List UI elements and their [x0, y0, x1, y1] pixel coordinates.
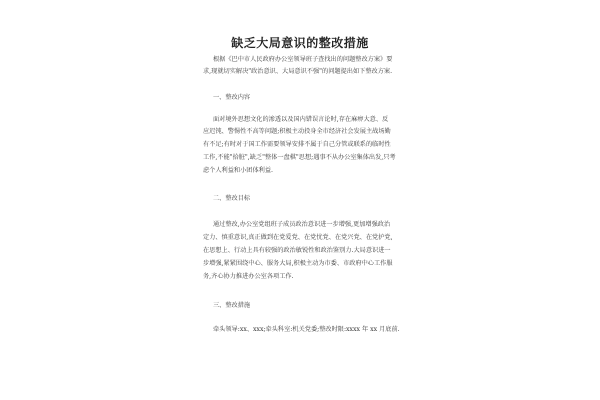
section-heading-3: 三、整改措施: [213, 302, 251, 309]
document-title: 缺乏大局意识的整改措施: [231, 36, 369, 50]
section-1-line-2: 应迟钝、警惕性不高等问题;积极主动投身全市经济社会发展主战场勤: [203, 128, 391, 135]
section-2-line-1: 通过整改,办公室党组班子成员政治意识进一步增强,更加增强政治: [213, 221, 391, 228]
intro-line-2: 求,现就切实解决"政治意识、大局意识不强"的问题提出如下整改方案.: [203, 68, 393, 75]
section-2-line-4: 步增强,紧紧围绕中心、服务大局,积极主动为市委、市政府中心工作服: [203, 260, 393, 267]
section-2-line-5: 务,齐心协力推进办公室各项工作.: [203, 273, 294, 280]
section-2-line-3: 在思想上、行动上具有较强的政治敏锐性和政治鉴别力.大局意识进一: [203, 247, 391, 254]
section-2-line-2: 定力、慎重意识,真正做到在党爱党、在党忧党、在党兴党、在党护党,: [203, 234, 393, 241]
section-1-line-3: 有不足;有时对于国工作需要领导安排不属于自己分管或联系的临时性: [203, 141, 391, 148]
section-3-line-1: 牵头领导:xx、xxx;牵头科室:机关党委;整改时限:xxxx 年 xx 月底前.: [213, 326, 400, 333]
section-1-line-1: 面对境外思想文化的渗透以及国内错误言论时,存在麻痹大意、反: [213, 116, 389, 123]
section-1-line-5: 虑个人利益和小团体利益.: [203, 167, 274, 174]
intro-line-1: 根据《巴中市人民政府办公室领导班子查找出的问题整改方案》要: [213, 56, 393, 63]
section-1-line-4: 工作,不能"拾脏",缺乏"整体一盘棋"思想;遇事不从办公室集体出发,只考: [203, 154, 396, 161]
section-heading-2: 二、整改目标: [213, 195, 251, 202]
section-heading-1: 一、整改内容: [213, 94, 251, 101]
